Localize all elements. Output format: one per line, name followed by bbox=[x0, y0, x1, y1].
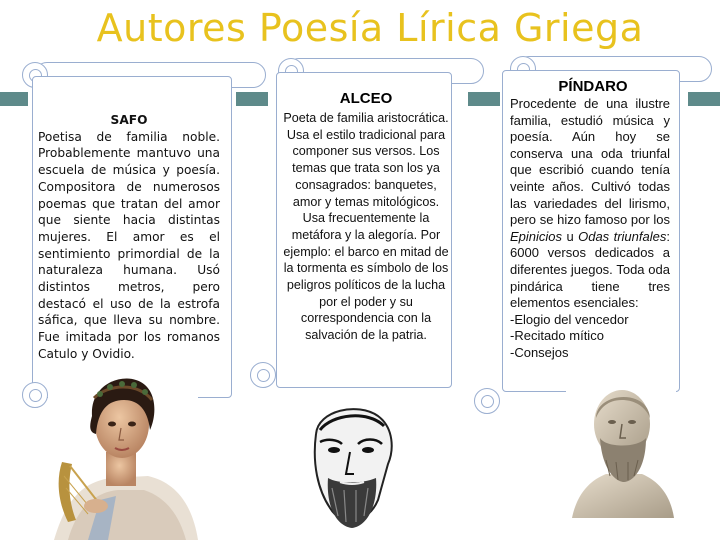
pindaro-work-odas: Odas triunfales bbox=[578, 228, 667, 244]
safo-name: SAFO bbox=[110, 113, 148, 127]
scroll-curl-icon bbox=[474, 388, 500, 414]
scroll-curl-icon bbox=[250, 362, 276, 388]
pindaro-intro: Procedente de una ilustre familia, estudió música y poesía. Aún hoy se conserva una oda triunfal que escribió cuando tenía veinte años. Cultivó todas las variedades del lirismo, pero se hizo famoso por los bbox=[510, 96, 670, 228]
pindaro-outro: : 6000 versos dedicados a diferentes juegos. Toda oda pindárica tiene tres elementos esenciales: bbox=[510, 228, 670, 311]
pindaro-conjunction: u bbox=[566, 228, 574, 244]
sappho-portrait bbox=[48, 372, 198, 540]
pindar-portrait bbox=[566, 378, 676, 518]
safo-description: Poetisa de familia noble. Probablemente mantuvo una escuela de música y poesía. Compositora de numerosos poemas que tratan del amor que siente hacia distintas mujeres. El amor es el sentimiento primordial de la naturaleza humana. Usó distintos metros, pero destacó el uso de la estrofa sáfica, que lleva su nombre. Fue imitada por los romanos Catulo y Ovidio. bbox=[38, 129, 220, 361]
pindaro-element-3: -Consejos bbox=[510, 344, 569, 360]
page-title: Autores Poesía Lírica Griega bbox=[96, 6, 644, 50]
alceo-name: ALCEO bbox=[339, 90, 393, 107]
pindaro-description bbox=[510, 96, 670, 362]
scroll-curl-icon bbox=[22, 382, 48, 408]
pindaro-name: PÍNDARO bbox=[558, 78, 628, 95]
pindaro-element-2: -Recitado mítico bbox=[510, 328, 604, 344]
pindaro-element-1: -Elogio del vencedor bbox=[510, 311, 629, 327]
alcaeus-portrait bbox=[298, 404, 408, 540]
alceo-description: Poeta de familia aristocrática. Usa el estilo tradicional para componer sus versos. Los temas que trata son los ya consagrados: banquetes, amor y temas mitológicos. Usa frecuentemente la metáfora y la alegoría. Por ejemplo: el barco en mitad de la tormenta es símbolo de los peligros políticos de la lucha por el poder y su correspondencia con la salvación de la patria. bbox=[283, 111, 449, 343]
safo-card bbox=[38, 112, 220, 363]
pindaro-work-epinicios: Epinicios bbox=[510, 228, 563, 244]
